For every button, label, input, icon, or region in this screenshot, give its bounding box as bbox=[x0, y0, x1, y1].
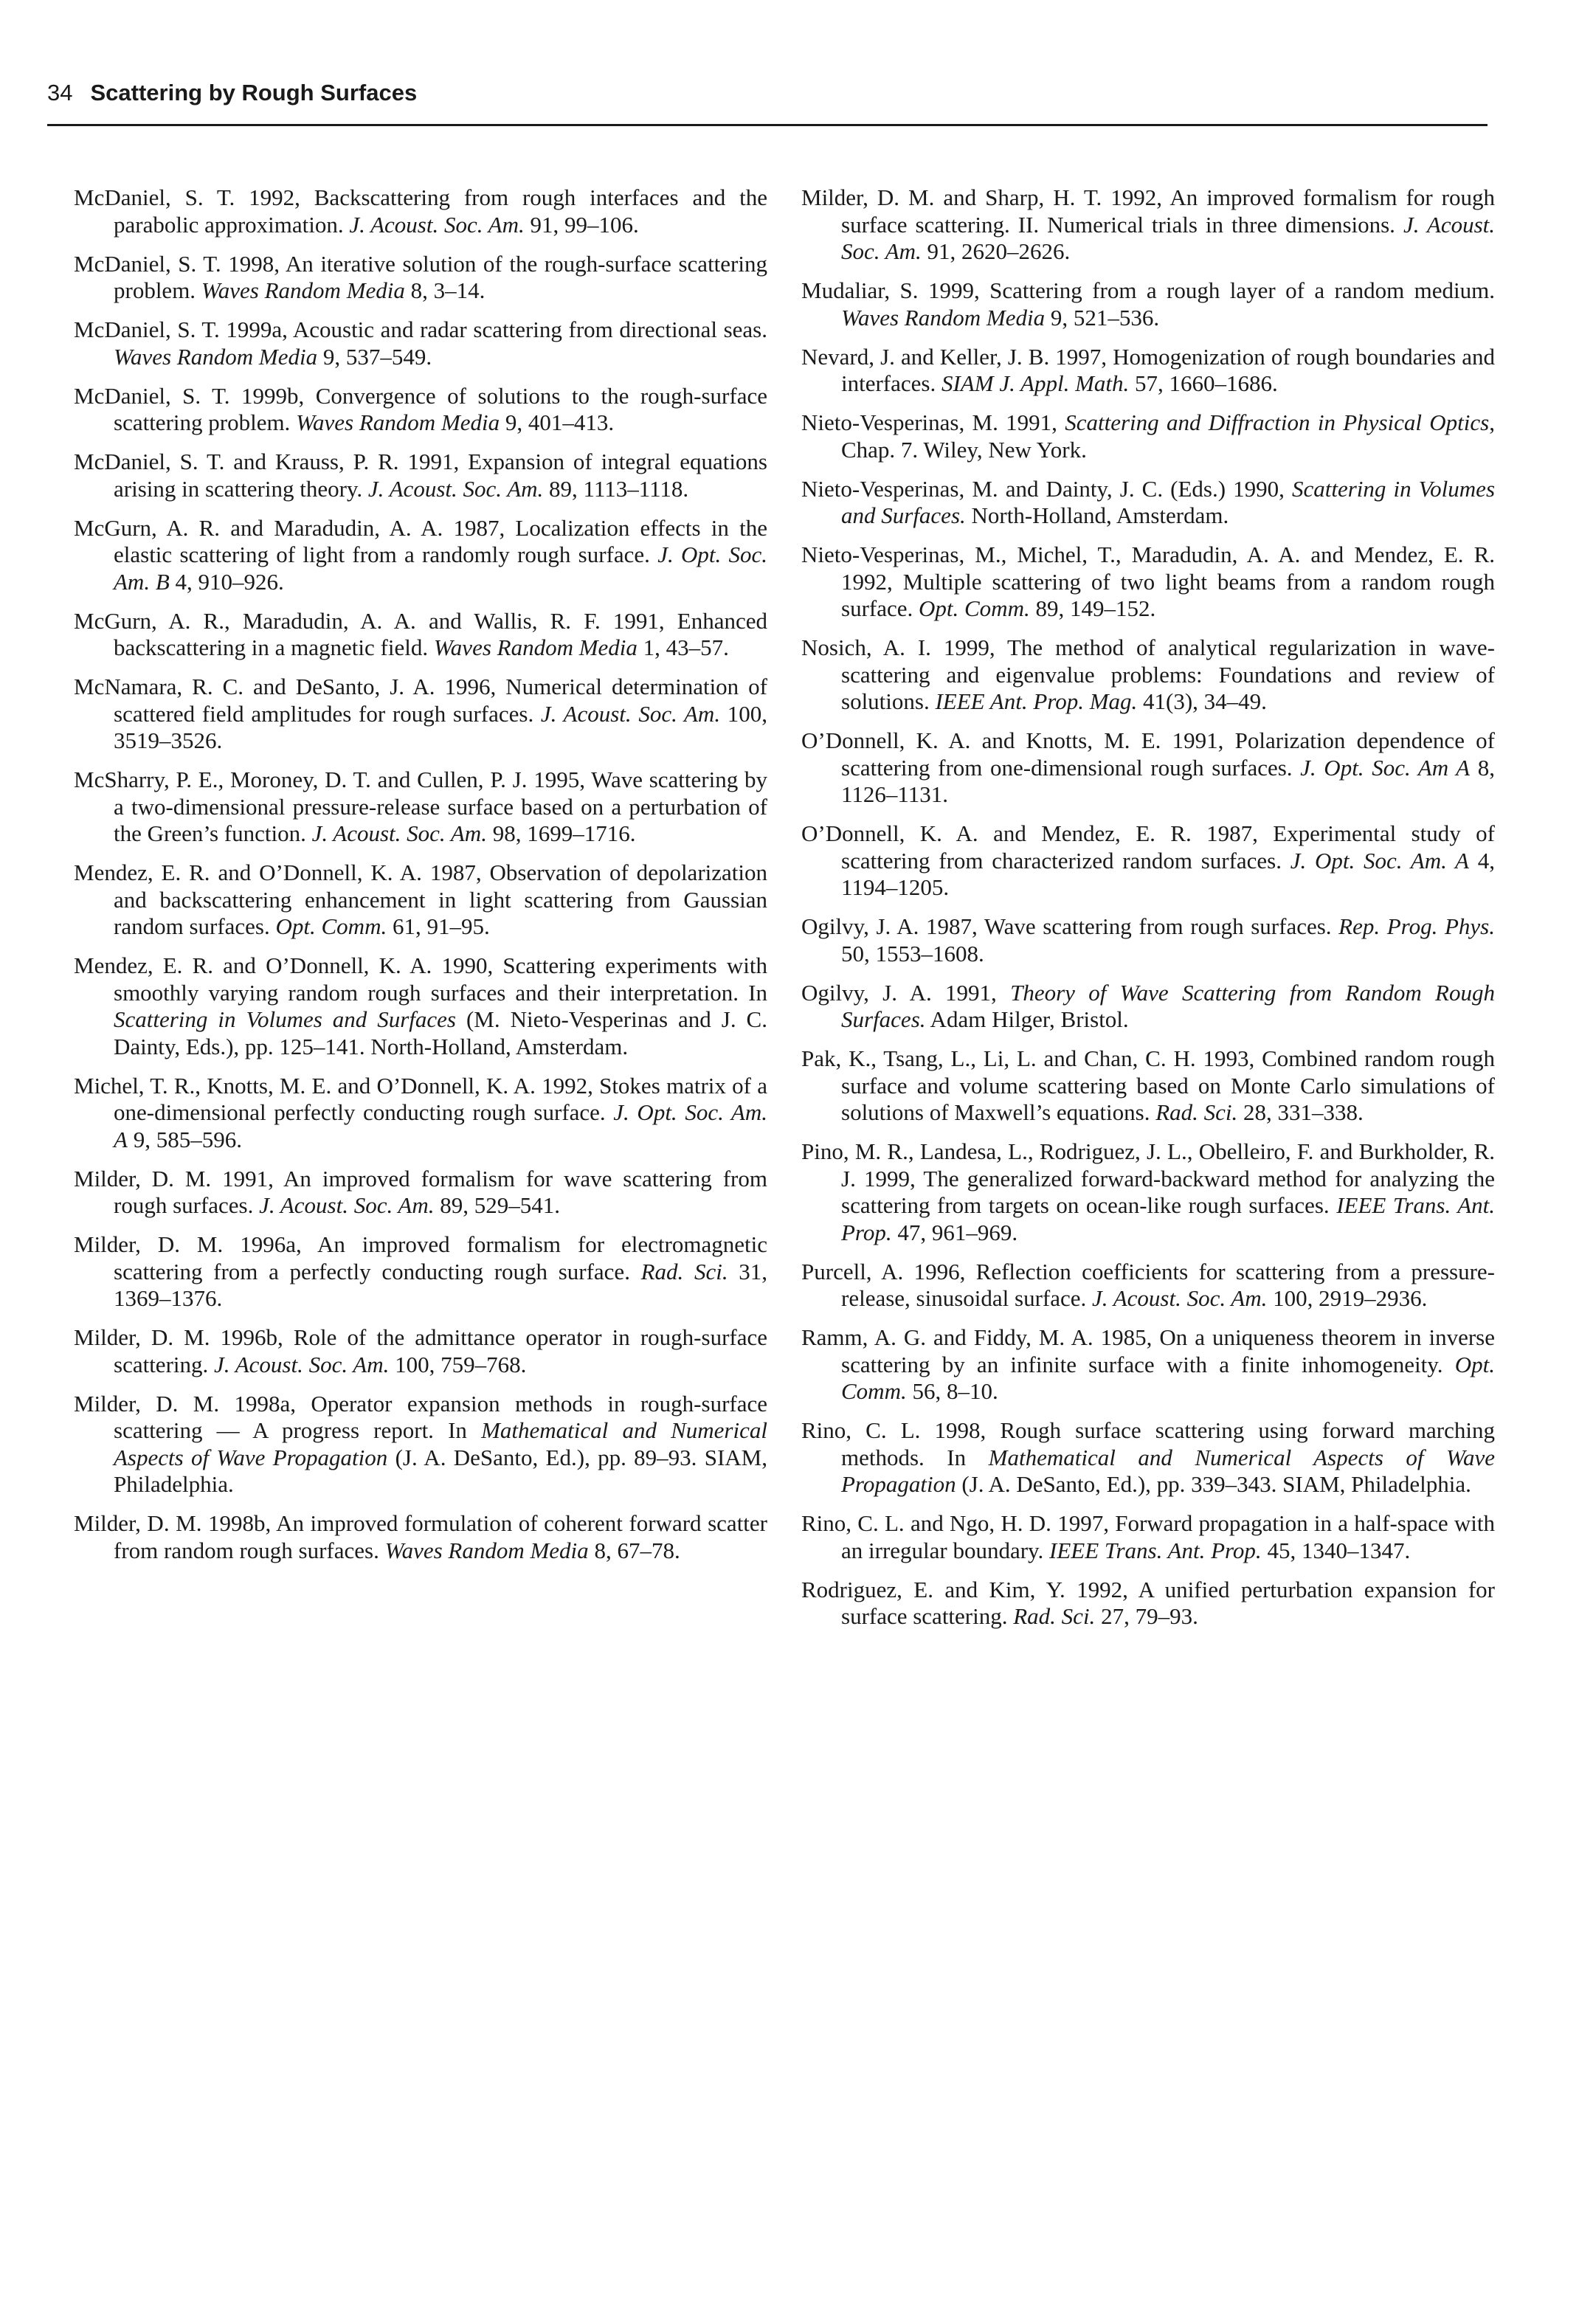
reference-text: 61, 91–95. bbox=[387, 913, 490, 939]
reference-entry bbox=[801, 542, 1495, 623]
reference-source-title: Waves Random Media bbox=[296, 409, 500, 435]
chapter-title: Scattering by Rough Surfaces bbox=[90, 80, 418, 106]
reference-text: 9, 537–549. bbox=[317, 343, 432, 370]
reference-text: McDaniel, S. T. 1999a, Acoustic and radar scattering from directional seas. bbox=[74, 317, 767, 342]
reference-entry bbox=[74, 251, 767, 305]
reference-text: 31, 1369–1376. bbox=[114, 1258, 768, 1311]
reference-text: Milder, D. M. 1998b, An improved formulation of coherent forward scatter from random rough surfaces. bbox=[74, 1510, 767, 1563]
reference-text: 100, 2919–2936. bbox=[1267, 1285, 1428, 1311]
reference-entry bbox=[801, 820, 1495, 902]
reference-entry bbox=[801, 409, 1495, 463]
reference-entry bbox=[74, 860, 767, 941]
reference-text: 45, 1340–1347. bbox=[1261, 1537, 1411, 1563]
reference-entry bbox=[801, 1259, 1495, 1313]
reference-text: 8, 67–78. bbox=[588, 1537, 680, 1563]
reference-entry bbox=[74, 1231, 767, 1313]
reference-text: 100, 3519–3526. bbox=[114, 700, 768, 753]
reference-text: Rino, C. L. and Ngo, H. D. 1997, Forward propagation in a half-space with an irregular boundary. bbox=[801, 1510, 1495, 1563]
reference-text: 89, 529–541. bbox=[434, 1192, 560, 1218]
reference-entry bbox=[74, 317, 767, 370]
reference-source-title: Scattering in Volumes and Surfaces. bbox=[841, 475, 1496, 528]
reference-source-title: J. Opt. Soc. Am. A bbox=[1290, 847, 1469, 874]
reference-text: McSharry, P. E., Moroney, D. T. and Cullen, P. J. 1995, Wave scattering by a two-dimensional pressure-release surface based on a perturbation of the Green’s function. bbox=[74, 767, 767, 846]
reference-text: 57, 1660–1686. bbox=[1129, 370, 1278, 396]
reference-text: Milder, D. M. 1996a, An improved formalism for electromagnetic scattering from a perfectly conducting rough surface. bbox=[74, 1231, 767, 1284]
reference-entry bbox=[74, 1324, 767, 1378]
reference-source-title: Opt. Comm. bbox=[275, 913, 387, 939]
reference-text: O’Donnell, K. A. and Knotts, M. E. 1991, Polarization dependence of scattering from one-dimensional rough surfaces. bbox=[801, 727, 1495, 781]
reference-text: Ogilvy, J. A. 1987, Wave scattering from rough surfaces. bbox=[801, 913, 1339, 939]
reference-entry bbox=[74, 1166, 767, 1220]
reference-text: 91, 2620–2626. bbox=[921, 238, 1071, 264]
reference-text: McGurn, A. R. and Maradudin, A. A. 1987, Localization effects in the elastic scattering of light from a randomly rough surface. bbox=[74, 514, 767, 567]
reference-entry bbox=[74, 449, 767, 502]
reference-text: Mudaliar, S. 1999, Scattering from a rough layer of a random medium. bbox=[801, 277, 1495, 303]
reference-column-right bbox=[801, 184, 1495, 1642]
reference-text: 89, 149–152. bbox=[1029, 595, 1156, 621]
reference-text: Purcell, A. 1996, Reflection coefficients for scattering from a pressure-release, sinusoidal surface. bbox=[801, 1258, 1495, 1311]
reference-source-title: Waves Random Media bbox=[201, 277, 405, 303]
reference-text: 27, 79–93. bbox=[1095, 1603, 1198, 1629]
reference-text: Milder, D. M. and Sharp, H. T. 1992, An improved formalism for rough surface scattering. II. Numerical trials in three dimensions. bbox=[801, 184, 1495, 238]
reference-entry bbox=[801, 634, 1495, 716]
reference-source-title: J. Opt. Soc. Am A bbox=[1300, 754, 1471, 781]
reference-source-title: Mathematical and Numerical Aspects of Wave Propagation bbox=[841, 1444, 1496, 1497]
reference-text: 9, 401–413. bbox=[500, 409, 615, 435]
reference-entry bbox=[801, 344, 1495, 398]
reference-text: McDaniel, S. T. 1999b, Convergence of solutions to the rough-surface scattering problem. bbox=[74, 382, 767, 435]
reference-source-title: J. Acoust. Soc. Am. bbox=[540, 700, 721, 727]
reference-entry bbox=[74, 674, 767, 755]
reference-source-title: Rad. Sci. bbox=[1155, 1099, 1238, 1125]
reference-source-title: Mathematical and Numerical Aspects of Wave Propagation bbox=[114, 1417, 767, 1470]
reference-entry bbox=[801, 1510, 1495, 1564]
reference-text: Rino, C. L. 1998, Rough surface scattering using forward marching methods. In bbox=[801, 1417, 1495, 1470]
reference-source-title: Rep. Prog. Phys. bbox=[1338, 913, 1495, 939]
reference-text: Michel, T. R., Knotts, M. E. and O’Donnell, K. A. 1992, Stokes matrix of a one-dimensional perfectly conducting rough surface. bbox=[74, 1072, 767, 1125]
reference-entry bbox=[801, 913, 1495, 967]
reference-text: 4, 910–926. bbox=[169, 568, 284, 595]
reference-text: (J. A. DeSanto, Ed.), pp. 89–93. SIAM, Philadelphia. bbox=[114, 1444, 767, 1497]
reference-entry bbox=[74, 1391, 767, 1498]
reference-source-title: Scattering in Volumes and Surfaces bbox=[114, 1006, 456, 1032]
reference-text: 28, 331–338. bbox=[1237, 1099, 1364, 1125]
reference-entry bbox=[801, 980, 1495, 1034]
reference-text: 1, 43–57. bbox=[637, 634, 729, 660]
reference-source-title: J. Acoust. Soc. Am. bbox=[1092, 1285, 1268, 1311]
reference-text: (M. Nieto-Vesperinas and J. C. Dainty, Eds.), pp. 125–141. North-Holland, Amsterdam. bbox=[114, 1006, 767, 1059]
reference-source-title: IEEE Trans. Ant. Prop. bbox=[841, 1192, 1496, 1245]
reference-entry bbox=[74, 1510, 767, 1564]
reference-source-title: J. Opt. Soc. Am. A bbox=[114, 1099, 767, 1152]
reference-text: 41(3), 34–49. bbox=[1137, 688, 1267, 714]
page-number: 34 bbox=[47, 80, 73, 106]
reference-text: Nevard, J. and Keller, J. B. 1997, Homogenization of rough boundaries and interfaces. bbox=[801, 343, 1495, 396]
reference-entry bbox=[801, 727, 1495, 809]
reference-text: McNamara, R. C. and DeSanto, J. A. 1996, Numerical determination of scattered field amplitudes for rough surfaces. bbox=[74, 674, 767, 727]
reference-entry bbox=[801, 476, 1495, 530]
reference-text: Pak, K., Tsang, L., Li, L. and Chan, C. H. 1993, Combined random rough surface and volume scattering based on Monte Carlo simulations of solutions of Maxwell’s equations. bbox=[801, 1045, 1495, 1125]
reference-entry bbox=[801, 184, 1495, 266]
reference-text: Milder, D. M. 1998a, Operator expansion methods in rough-surface scattering — A progress report. In bbox=[74, 1390, 767, 1443]
reference-text: Milder, D. M. 1996b, Role of the admittance operator in rough-surface scattering. bbox=[74, 1324, 767, 1377]
reference-text: O’Donnell, K. A. and Mendez, E. R. 1987, Experimental study of scattering from characterized random surfaces. bbox=[801, 820, 1495, 874]
reference-text: McDaniel, S. T. 1998, An iterative solution of the rough-surface scattering problem. bbox=[74, 250, 767, 303]
reference-text: Mendez, E. R. and O’Donnell, K. A. 1987, Observation of depolarization and backscattering enhancement in light scattering from Gaussian random surfaces. bbox=[74, 860, 767, 939]
reference-source-title: Waves Random Media bbox=[433, 634, 638, 660]
reference-source-title: Waves Random Media bbox=[384, 1537, 589, 1563]
reference-text: 91, 99–106. bbox=[524, 211, 639, 238]
reference-source-title: J. Opt. Soc. Am. B bbox=[114, 542, 767, 595]
reference-text: 9, 585–596. bbox=[127, 1126, 242, 1152]
reference-entry bbox=[74, 1073, 767, 1154]
reference-source-title: IEEE Ant. Prop. Mag. bbox=[935, 688, 1138, 714]
reference-text: McDaniel, S. T. and Krauss, P. R. 1991, Expansion of integral equations arising in scattering theory. bbox=[74, 449, 767, 502]
reference-source-title: Waves Random Media bbox=[114, 343, 318, 370]
reference-text: Nieto-Vesperinas, M. and Dainty, J. C. (Eds.) 1990, bbox=[801, 475, 1292, 502]
reference-text: , Chap. 7. Wiley, New York. bbox=[841, 409, 1495, 463]
reference-text: Nieto-Vesperinas, M. 1991, bbox=[801, 409, 1065, 435]
reference-source-title: Rad. Sci. bbox=[640, 1258, 728, 1284]
reference-text: 8, 1126–1131. bbox=[841, 754, 1495, 807]
reference-entry bbox=[801, 277, 1495, 331]
reference-text: Adam Hilger, Bristol. bbox=[925, 1006, 1129, 1032]
reference-source-title: Rad. Sci. bbox=[1013, 1603, 1096, 1629]
reference-text: 9, 521–536. bbox=[1045, 304, 1160, 331]
reference-text: McGurn, A. R., Maradudin, A. A. and Wallis, R. F. 1991, Enhanced backscattering in a magnetic field. bbox=[74, 607, 767, 660]
reference-entry bbox=[801, 1138, 1495, 1246]
reference-text: Rodriguez, E. and Kim, Y. 1992, A unified perturbation expansion for surface scattering. bbox=[801, 1576, 1495, 1629]
reference-source-title: Theory of Wave Scattering from Random Rough Surfaces. bbox=[841, 979, 1495, 1032]
reference-text: 8, 3–14. bbox=[404, 277, 486, 303]
reference-entry bbox=[74, 608, 767, 662]
reference-text: 56, 8–10. bbox=[906, 1378, 998, 1404]
reference-text: Nosich, A. I. 1999, The method of analytical regularization in wave-scattering and eigenvalue problems: Foundations and review of solutions. bbox=[801, 634, 1495, 714]
reference-entry bbox=[74, 184, 767, 238]
reference-entry bbox=[801, 1045, 1495, 1127]
reference-text: 100, 759–768. bbox=[389, 1351, 527, 1377]
running-head bbox=[47, 80, 417, 121]
reference-source-title: SIAM J. Appl. Math. bbox=[941, 370, 1130, 396]
reference-text: (J. A. DeSanto, Ed.), pp. 339–343. SIAM, Philadelphia. bbox=[956, 1471, 1471, 1497]
reference-text: Ramm, A. G. and Fiddy, M. A. 1985, On a uniqueness theorem in inverse scattering by an infinite surface with a finite inhomogeneity. bbox=[801, 1324, 1495, 1377]
reference-entry bbox=[74, 383, 767, 437]
reference-text: 50, 1553–1608. bbox=[841, 940, 984, 966]
reference-entry bbox=[74, 767, 767, 848]
reference-text: 47, 961–969. bbox=[891, 1219, 1018, 1245]
reference-entry bbox=[801, 1577, 1495, 1630]
reference-source-title: IEEE Trans. Ant. Prop. bbox=[1049, 1537, 1262, 1563]
reference-source-title: J. Acoust. Soc. Am. bbox=[214, 1351, 390, 1377]
reference-text: McDaniel, S. T. 1992, Backscattering from rough interfaces and the parabolic approximation. bbox=[74, 184, 767, 238]
reference-source-title: Waves Random Media bbox=[841, 304, 1046, 331]
reference-text: Milder, D. M. 1991, An improved formalism for wave scattering from rough surfaces. bbox=[74, 1165, 767, 1218]
reference-source-title: Scattering and Diffraction in Physical Optics bbox=[1065, 409, 1490, 435]
reference-source-title: Opt. Comm. bbox=[841, 1351, 1495, 1404]
reference-text: Ogilvy, J. A. 1991, bbox=[801, 979, 1011, 1006]
reference-text: 89, 1113–1118. bbox=[543, 475, 689, 502]
reference-text: 4, 1194–1205. bbox=[841, 847, 1495, 900]
header-rule bbox=[47, 124, 1488, 126]
reference-entry bbox=[74, 952, 767, 1060]
reference-source-title: J. Acoust. Soc. Am. bbox=[349, 211, 525, 238]
reference-text: Pino, M. R., Landesa, L., Rodriguez, J. L., Obelleiro, F. and Burkholder, R. J. 1999, The generalized forward-backward method for analyzing the scattering from targets on ocean-like rough surfaces. bbox=[801, 1138, 1495, 1218]
reference-entry bbox=[801, 1324, 1495, 1405]
reference-entry bbox=[74, 515, 767, 596]
reference-source-title: J. Acoust. Soc. Am. bbox=[311, 820, 487, 846]
reference-text: Nieto-Vesperinas, M., Michel, T., Maradudin, A. A. and Mendez, E. R. 1992, Multiple scattering of two light beams from a random rough surface. bbox=[801, 542, 1495, 621]
reference-source-title: J. Acoust. Soc. Am. bbox=[367, 475, 544, 502]
reference-source-title: J. Acoust. Soc. Am. bbox=[841, 211, 1496, 264]
reference-entry bbox=[801, 1417, 1495, 1498]
reference-source-title: Opt. Comm. bbox=[919, 595, 1030, 621]
reference-text: North-Holland, Amsterdam. bbox=[965, 502, 1229, 528]
reference-source-title: J. Acoust. Soc. Am. bbox=[259, 1192, 435, 1218]
reference-column-left bbox=[74, 184, 767, 1577]
reference-text: Mendez, E. R. and O’Donnell, K. A. 1990, Scattering experiments with smoothly varying random rough surfaces and their interpretation. In bbox=[74, 952, 767, 1006]
reference-text: 98, 1699–1716. bbox=[486, 820, 636, 846]
